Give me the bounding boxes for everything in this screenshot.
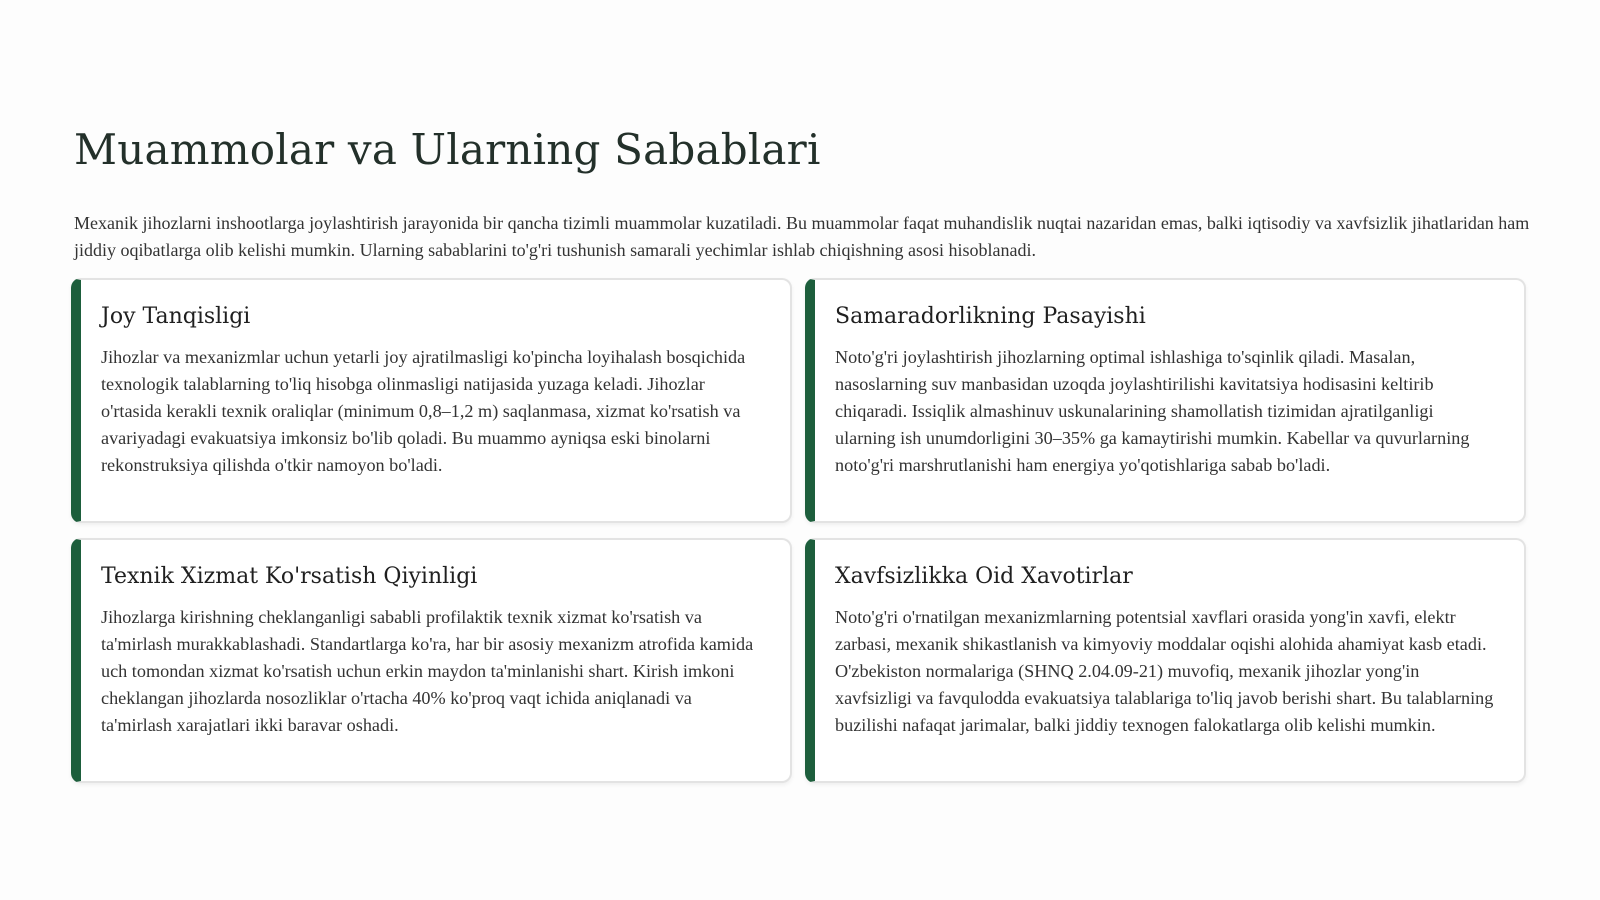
card-samaradorlik (805, 278, 1526, 523)
card-title: Xavfsizlikka Oid Xavotirlar (835, 564, 1133, 589)
card-title: Samaradorlikning Pasayishi (835, 304, 1146, 329)
card-title: Texnik Xizmat Ko'rsatish Qiyinligi (101, 564, 478, 589)
intro-paragraph: Mexanik jihozlarni inshootlarga joylashtirish jarayonida bir qancha tizimli muammolar kuzatiladi. Bu muammolar faqat muhandislik nuqtai nazaridan emas, balki iqtisodiy va xavfsizlik jihatlaridan ham jiddiy oqibatlarga olib kelishi mumkin. Ularning sabablarini to'g'ri tushunish samarali yechimlar ishlab chiqishning asosi hisoblanadi. (74, 213, 1530, 260)
card-text: Jihozlar va mexanizmlar uchun yetarli joy ajratilmasligi ko'pincha loyihalash bosqichida texnologik talablarning to'liq hisobga olinmasligi natijasida yuzaga keladi. Jihozlar o'rtasida kerakli texnik oraliqlar (minimum 0,8–1,2 m) saqlanmasa, xizmat ko'rsatish va avariyadagi evakuatsiya imkonsiz bo'lib qoladi. Bu muammo ayniqsa eski binolarni rekonstruksiya qilishda o'tkir namoyon bo'ladi. (101, 347, 746, 475)
card-text: Noto'g'ri joylashtirish jihozlarning optimal ishlashiga to'sqinlik qiladi. Masalan, nasoslarning suv manbasidan uzoqda joylashtirilishi kavitatsiya hodisasini keltirib chiqaradi. Issiqlik almashinuv uskunalarining shamollatish tizimidan ajratilganligi ularning ish unumdorligini 30–35% ga kamaytirishi mumkin. Kabellar va quvurlarning noto'g'ri marshrutlanishi ham energiya yo'qotishlariga sabab bo'ladi. (835, 347, 1470, 475)
card-joy-tanqisligi (71, 278, 792, 523)
page-title: Muammolar va Ularning Sabablari (74, 125, 821, 174)
card-title: Joy Tanqisligi (101, 304, 251, 329)
card-text: Noto'g'ri o'rnatilgan mexanizmlarning potentsial xavflari orasida yong'in xavfi, elektr zarbasi, mexanik shikastlanish va kimyoviy moddalar oqishi alohida ahamiyat kasb etadi. O'zbekiston normalariga (SHNQ 2.04.09-21) muvofiq, mexanik jihozlar yong'in xavfsizligi va favqulodda evakuatsiya talablariga to'liq javob berishi shart. Bu talablarning buzilishi nafaqat jarimalar, balki jiddiy texnogen falokatlarga olib kelishi mumkin. (835, 607, 1494, 735)
card-xavfsizlik (805, 538, 1526, 783)
card-texnik-xizmat (71, 538, 792, 783)
card-text: Jihozlarga kirishning cheklanganligi sababli profilaktik texnik xizmat ko'rsatish va ta'mirlash murakkablashadi. Standartlarga ko'ra, har bir asosiy mexanizm atrofida kamida uch tomondan xizmat ko'rsatish uchun erkin maydon ta'minlanishi shart. Kirish imkoni cheklangan jihozlarda nosozliklar o'rtacha 40% ko'proq vaqt ichida aniqlanadi va ta'mirlash xarajatlari ikki baravar oshadi. (101, 607, 754, 735)
